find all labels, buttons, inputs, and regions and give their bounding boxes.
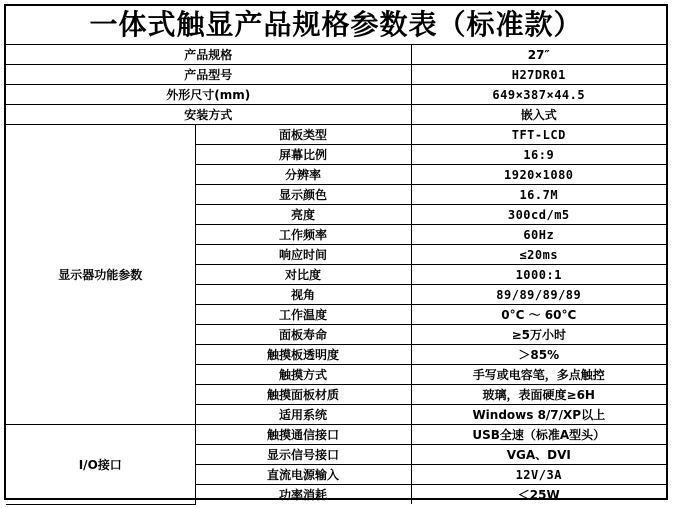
table-row <box>6 105 666 125</box>
table-row <box>6 85 666 105</box>
spec-table <box>6 45 666 505</box>
row-value: TFT-LCD <box>411 125 666 145</box>
row-value: H27DR01 <box>411 65 666 85</box>
page-title: 一体式触显产品规格参数表（标准款） <box>6 6 666 45</box>
table-row <box>6 125 666 145</box>
row-value: VGA、DVI <box>411 445 666 465</box>
row-label: 外形尺寸(mm) <box>6 85 411 105</box>
row-value: 手写或电容笔，多点触控 <box>411 365 666 385</box>
row-value: Windows 8/7/XP以上 <box>411 405 666 425</box>
row-value: 玻璃，表面硬度≥6H <box>411 385 666 405</box>
row-value: 12V/3A <box>411 465 666 485</box>
row-value: ＜25W <box>411 485 666 505</box>
row-value: 300cd/m5 <box>411 205 666 225</box>
row-label: 产品规格 <box>6 45 411 65</box>
row-value: ≥5万小时 <box>411 325 666 345</box>
table-row <box>6 425 666 445</box>
row-label: 直流电源输入 <box>195 465 411 485</box>
row-label: 工作温度 <box>195 305 411 325</box>
row-label: 触摸方式 <box>195 365 411 385</box>
row-label: 亮度 <box>195 205 411 225</box>
row-value: 0°C ～ 60°C <box>411 305 666 325</box>
row-value: 60Hz <box>411 225 666 245</box>
display-group-label: 显示器功能参数 <box>6 125 195 425</box>
row-value: 649×387×44.5 <box>411 85 666 105</box>
row-value: 1000:1 <box>411 265 666 285</box>
row-value: 16:9 <box>411 145 666 165</box>
row-label: 触摸面板材质 <box>195 385 411 405</box>
row-label: 安装方式 <box>6 105 411 125</box>
row-label: 响应时间 <box>195 245 411 265</box>
row-label: 触摸板透明度 <box>195 345 411 365</box>
row-value: 89/89/89/89 <box>411 285 666 305</box>
row-value: 27″ <box>411 45 666 65</box>
row-label: 显示信号接口 <box>195 445 411 465</box>
row-label: 分辨率 <box>195 165 411 185</box>
row-label: 面板类型 <box>195 125 411 145</box>
row-label: 适用系统 <box>195 405 411 425</box>
row-value: 1920×1080 <box>411 165 666 185</box>
spec-sheet <box>4 4 668 500</box>
row-label: 面板寿命 <box>195 325 411 345</box>
row-label: 对比度 <box>195 265 411 285</box>
row-value: ＞85% <box>411 345 666 365</box>
row-label: 触摸通信接口 <box>195 425 411 445</box>
table-row <box>6 45 666 65</box>
row-label: 功率消耗 <box>195 485 411 505</box>
row-value: ≤20ms <box>411 245 666 265</box>
row-value: 16.7M <box>411 185 666 205</box>
row-label: 视角 <box>195 285 411 305</box>
row-label: 工作频率 <box>195 225 411 245</box>
row-label: 屏幕比例 <box>195 145 411 165</box>
table-row <box>6 65 666 85</box>
row-label: 产品型号 <box>6 65 411 85</box>
io-group-label: I/O接口 <box>6 425 195 505</box>
row-value: 嵌入式 <box>411 105 666 125</box>
row-label: 显示颜色 <box>195 185 411 205</box>
row-value: USB全速（标准A型头） <box>411 425 666 445</box>
